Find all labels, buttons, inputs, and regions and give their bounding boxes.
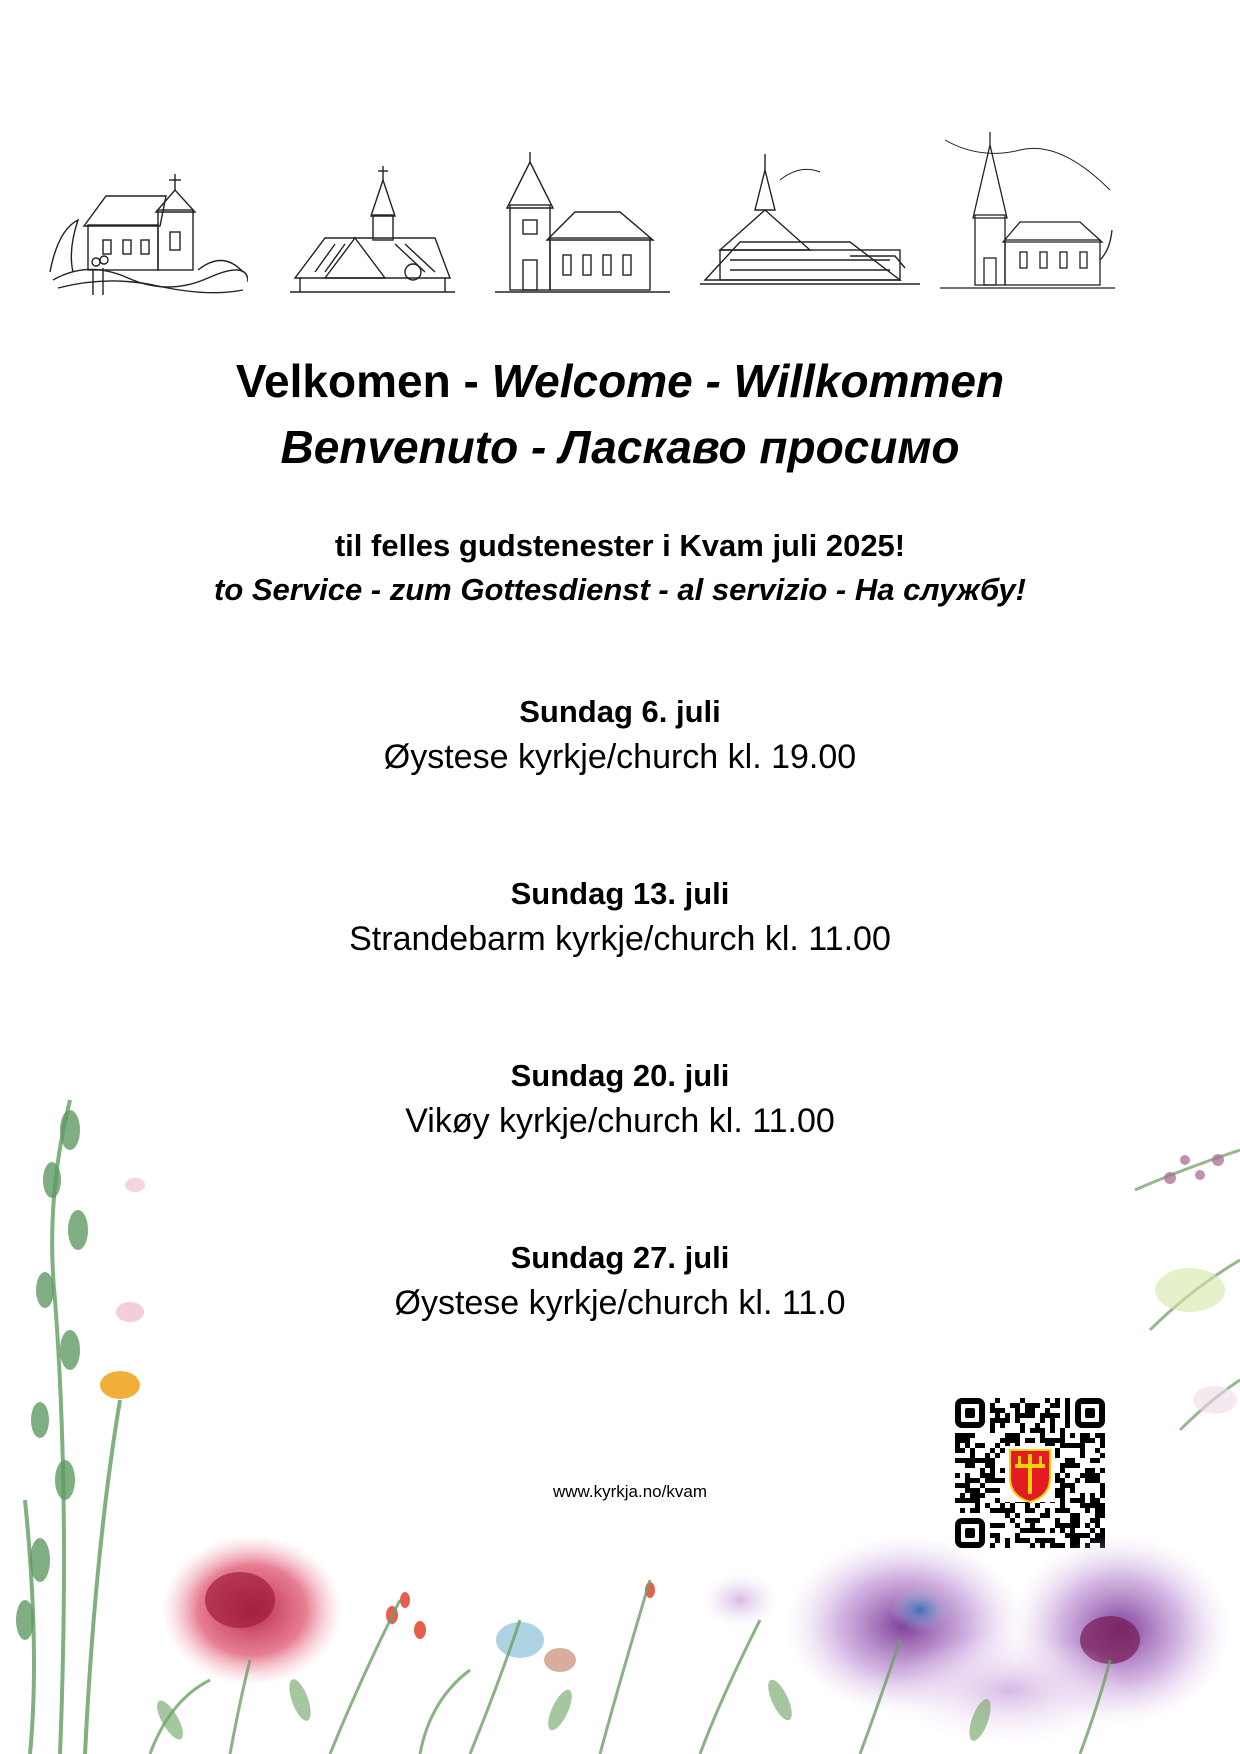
welcome-norwegian: Velkomen - [235, 355, 492, 407]
service-day: Sundag 6. juli [519, 694, 721, 729]
subtitle-norwegian: til felles gudstenester i Kvam juli 2025! [334, 528, 906, 563]
church-sketch-5 [940, 130, 1115, 300]
church-illustrations [0, 115, 1240, 300]
website-link[interactable]: www.kyrkja.no/kvam [553, 1482, 707, 1501]
service-entry [0, 1236, 1240, 1326]
church-sketch-4 [700, 150, 920, 300]
service-day: Sundag 27. juli [510, 1240, 730, 1275]
welcome-line2: Benvenuto - Ласкаво просимо [280, 421, 960, 473]
service-entry [0, 872, 1240, 962]
service-place: Strandebarm kyrkje/church kl. 11.00 [349, 920, 891, 958]
welcome-title [0, 348, 1240, 414]
service-entry [0, 690, 1240, 780]
church-shield-icon [1010, 1450, 1050, 1502]
subtitle-multilingual: to Service - zum Gottesdienst - al servizio - На службу! [214, 572, 1026, 607]
church-sketch-1 [48, 160, 248, 300]
service-place: Øystese kyrkje/church kl. 19.00 [383, 738, 857, 776]
service-place: Øystese kyrkje/church kl. 11.0 [394, 1284, 846, 1322]
service-day: Sundag 20. juli [510, 1058, 730, 1093]
church-sketch-2 [285, 160, 460, 300]
service-day: Sundag 13. juli [510, 876, 730, 911]
service-place: Vikøy kyrkje/church kl. 11.00 [405, 1102, 835, 1140]
welcome-italian-ukrainian [0, 414, 1240, 480]
service-entry [0, 1054, 1240, 1144]
welcome-english-german: Welcome - Willkommen [491, 355, 1005, 407]
qr-code[interactable] [955, 1398, 1105, 1548]
church-sketch-3 [495, 150, 670, 300]
